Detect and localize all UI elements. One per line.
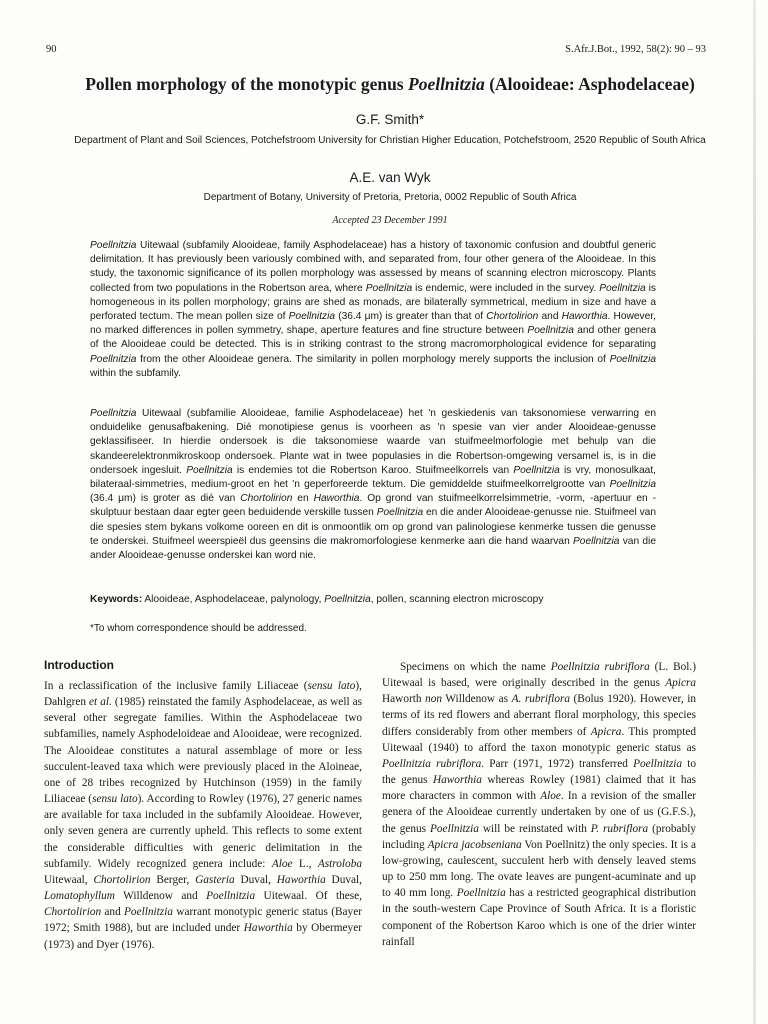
text-run: . Op grond van stuifmeelkorrelsimmetrie, -vorm, -apertuur en -skulptuur bestaan daar egter geen beduidende verskille tussen — [90, 493, 656, 519]
text-run: ). According to Rowley (1976), 27 generic names are available for taxa included in the subfamily Alooideae. However, only seven genera are currently upheld. This reflects to some extent the considerable difficulties with generic delimitation in the subfamily. Widely recognized genera include: — [44, 793, 362, 870]
text-run: en — [292, 493, 314, 505]
italic-term: Poellnitzia — [573, 535, 620, 547]
text-run: , pollen, scanning electron microscopy — [370, 594, 544, 605]
text-run: and other genera of the Alooideae could be detected. This is in striking contrast to the strong macromorphological evidence for separating — [90, 325, 657, 351]
text-run: within the subfamily. — [90, 367, 181, 379]
text-run: Uitewaal (subfamilie Alooideae, familie Asphodelaceae) het 'n geskiedenis van taksonomiese verwarring en onduidelike genusafbakening. Dié monotipiese genus is voorheen as 'n spesie van vier ander Alooideae-genusse geklassifiseer. In hierdie ondersoek is die taksonomiese waarde van stuifmeelmorfologie met behulp van die skandeerelektronmikroskoop ondersoek. Plante wat in twee populasies in die Robertson-omgewing versamel is, is in die ondersoek ingesluit. — [90, 408, 656, 476]
title-prefix: Pollen morphology of the monotypic genus — [85, 74, 408, 94]
italic-term: Apicra — [590, 725, 622, 738]
section-heading-introduction: Introduction — [44, 658, 114, 672]
text-run: Uitewaal, — [44, 873, 94, 886]
introduction-column-left — [44, 678, 362, 953]
text-run: Duval, — [325, 873, 362, 886]
text-run: warrant monotypic generic status (Bayer 1972; Smith 1988), but are included under — [44, 906, 362, 935]
text-run: . This prompted Uitewaal (1940) to afford the taxon monotypic generic status as — [382, 725, 696, 754]
text-run: In a reclassification of the inclusive family Liliaceae ( — [44, 680, 308, 692]
text-run: (1985) reinstated the family Asphodelaceae, as well as several other segregate families. Within the Asphodelaceae two subfamilies, namely Asphodeloideae and Alooideae, were recognized. The Alooideae constitutes a natural assemblage of more or less succulent-leaved taxa which were previously placed in the Aloineae, one of 28 tribes recognized by Hutchinson (1959) in the family Liliaceae ( — [44, 696, 363, 806]
italic-term: Poellnitzia — [609, 353, 656, 365]
text-run: Uitewaal. Of these, — [255, 890, 363, 903]
italic-term: Poellnitzia — [90, 240, 137, 251]
accepted-date: Accepted 23 December 1991 — [332, 215, 448, 226]
text-run: is homogeneous in its pollen morphology; grains are shed as monads, are bilaterally symmetrical, medium in size and have a perforated tectum. The mean pollen size of — [90, 282, 656, 323]
page-number: 90 — [46, 44, 57, 55]
text-run: is endemic, were included in the survey. — [412, 282, 600, 294]
italic-term: Poellnitzia — [633, 757, 683, 770]
italic-term: sensu lato — [92, 793, 138, 806]
abstract-english — [90, 239, 656, 381]
italic-term: Poellnitzia — [124, 906, 173, 919]
italic-term: Poellnitzia — [456, 887, 506, 900]
italic-term: Poellnitzia — [206, 890, 256, 903]
keywords-label: Keywords: — [90, 594, 143, 605]
text-run: has a restricted geographical distribution in the south-western Cape Province of South Africa. It is a floristic component of the Robertson Karoo which is one of the drier winter rainfall — [382, 887, 696, 948]
italic-term: Astroloba — [317, 857, 363, 870]
italic-term: Gasteria — [195, 873, 235, 886]
italic-term: Poellnitzia — [527, 325, 574, 337]
text-run: will be reinstated with — [478, 822, 591, 835]
italic-term: Apicra — [665, 677, 696, 690]
italic-term: Apicra jacobseniana — [427, 838, 522, 851]
keywords-list — [142, 594, 543, 605]
text-run: to the genus — [382, 757, 696, 787]
italic-term: Poellnitzia — [609, 479, 656, 491]
text-run: from the other Alooideae genera. The similarity in pollen morphology merely supports the inclusion of — [136, 353, 610, 365]
author-2-name: A.E. van Wyk — [349, 170, 431, 185]
italic-term: Haworthia — [313, 493, 360, 505]
text-run: (Bolus 1920). However, in terms of its red flowers and aberrant floral morphology, this species differs considerably from other members of — [382, 693, 696, 738]
italic-term: Haworthia — [276, 873, 326, 886]
page-edge-shadow — [753, 0, 756, 1024]
italic-term: Chortolirion — [44, 906, 102, 919]
italic-term: Poellnitzia — [90, 408, 137, 419]
text-run: (probably including — [382, 822, 697, 851]
italic-term: sensu lato — [307, 680, 356, 692]
italic-term: Chortolirion — [240, 493, 293, 505]
text-run: Berger, — [150, 873, 196, 886]
text-run: Willdenow and — [114, 890, 207, 903]
italic-term: Aloe — [271, 857, 293, 870]
text-run: Haworth — [382, 693, 426, 706]
article-title — [40, 74, 740, 95]
italic-term: Poellnitzia rubriflora — [550, 661, 650, 673]
author-1-name: G.F. Smith* — [355, 112, 425, 127]
italic-term: Poellnitzia — [376, 507, 424, 519]
text-run: by Obermeyer (1973) and Dyer (1976). — [44, 922, 362, 951]
italic-term: Chortolirion — [486, 311, 539, 323]
text-run: Uitewaal (subfamily Alooideae, family Asphodelaceae) has a history of taxonomic confusion and doubtful generic delimitation. It has previously been variously combined with, and separated from, four other genera of the Alooideae. In this study, the taxonomic significance of its pollen morphology was assessed by means of scanning electron microscopy. Plants collected from two populations in the Robertson area, where — [90, 240, 656, 294]
author-2-affiliation: Department of Botany, University of Pretoria, Pretoria, 0002 Republic of South Africa — [203, 192, 577, 203]
correspondence-note: *To whom correspondence should be addressed. — [90, 623, 307, 634]
keywords — [90, 594, 690, 605]
italic-term: Poellnitzia rubriflora — [382, 757, 482, 770]
author-1-affiliation: Department of Plant and Soil Sciences, Potchefstroom University for Christian Higher Education, Potchefstroom, 2520 Republic of South Africa — [74, 135, 706, 146]
italic-term: Aloe — [540, 790, 561, 803]
journal-citation: S.Afr.J.Bot., 1992, 58(2): 90 – 93 — [565, 44, 706, 55]
text-run: L., — [292, 857, 318, 870]
text-run: and — [101, 906, 125, 919]
italic-term: Poellnitzia — [599, 282, 646, 294]
text-run: is endemies tot die Robertson Karoo. Stuifmeelkorrels van — [232, 464, 514, 476]
text-run: . In a revision of the smaller genera of the Alooideae currently undertaken by one of us (G.F.S.), the genus — [382, 790, 697, 835]
title-suffix: (Alooideae: Asphodelaceae) — [484, 74, 695, 94]
abstract-afrikaans — [90, 407, 656, 563]
text-run: is vry, monosulkaat, bilateraal-simmetries, medium-groot en het 'n geperforeerde tektum. Die gemiddelde stuifmeelkorrelgrootte van — [90, 464, 656, 491]
italic-term: Poellnitzia — [365, 282, 413, 294]
text-run: and — [538, 311, 562, 323]
text-run: en die ander Alooideae-genusse nie. Stuifmeel van die spesies stem bykans volkome ooreen en dit is onmoontlik om op grond van palinologiese kenmerke tussen die genusse te onderskei. Stuifmeel weerspieël dus geensins die makromorfologiese kenmerke aan die hand waarvan — [90, 507, 656, 547]
italic-term: Chortolirion — [93, 873, 151, 886]
text-run: (36.4 μm) is greater than that of — [335, 311, 487, 323]
italic-term: Poellnitzia — [90, 353, 137, 365]
italic-term: Haworthia — [243, 922, 293, 935]
title-genus: Poellnitzia — [408, 74, 485, 94]
italic-term: Poellnitzia — [324, 594, 371, 605]
text-run: (L. Bol.) Uitewaal is based, were originally described in the genus — [382, 661, 696, 690]
italic-term: Lomatophyllum — [44, 890, 115, 903]
text-run: Von Poellnitz) the only species. It is a low-growing, caulescent, succulent herb with densely leaved stems up to 250 mm long. The ovate leaves are pungent-acuminate and up to 40 mm long. — [382, 838, 697, 900]
italic-term: Poellnitzia — [288, 311, 336, 323]
text-run: Duval, — [234, 873, 277, 886]
italic-term: Poellnitzia — [513, 464, 560, 476]
text-run: (36.4 μm) is groter as dié van — [90, 493, 241, 505]
text-run: . Parr (1971, 1972) transferred — [481, 757, 634, 770]
italic-term: Haworthia — [432, 774, 482, 787]
text-run: whereas Rowley (1981) claimed that it has more characters in common with — [382, 774, 696, 803]
italic-term: P. rubriflora — [590, 822, 649, 835]
introduction-column-right — [382, 659, 696, 950]
text-run: . However, no marked differences in pollen symmetry, shape, aperture features and fine structure between — [90, 311, 656, 337]
italic-term: et al. — [89, 696, 112, 709]
text-run: Alooideae, Asphodelaceae, palynology, — [142, 594, 325, 605]
text-run: van die ander Alooideae-genusse onderskei kan word nie. — [90, 535, 656, 562]
italic-term: Poellnitzia — [430, 822, 479, 835]
italic-term: Haworthia — [561, 311, 608, 323]
text-run: Willdenow as — [442, 693, 512, 706]
text-run: ), Dahlgren — [44, 680, 362, 709]
italic-term: non — [425, 693, 443, 706]
text-run: Specimens on which the name — [400, 661, 551, 673]
italic-term: Poellnitzia — [186, 464, 233, 476]
italic-term: A. rubriflora — [511, 693, 571, 706]
